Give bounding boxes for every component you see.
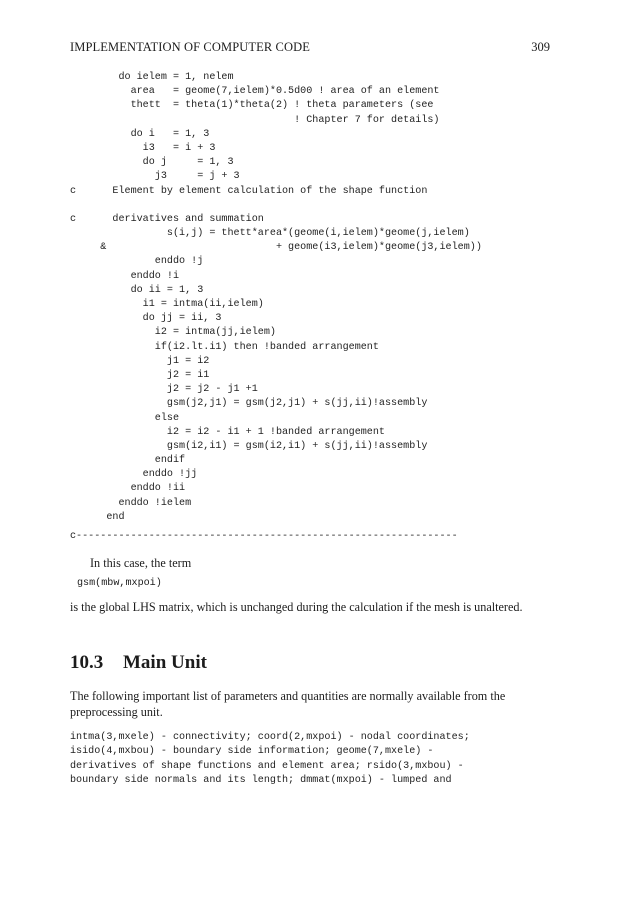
code-line: gsm(i2,i1) = gsm(i2,i1) + s(jj,ii)!assembly: [70, 440, 428, 452]
parameter-listing: [70, 731, 470, 788]
code-line: j2 = j2 - j1 +1: [70, 384, 258, 396]
code-line: endif: [70, 455, 186, 467]
lhs-matrix-sentence: is the global LHS matrix, which is unchanged during the calculation if the mesh is unaltered.: [70, 600, 523, 614]
code-line: else: [70, 412, 180, 424]
inline-code-term: gsm(mbw,mxpoi): [77, 578, 162, 589]
code-line: i1 = intma(ii,ielem): [70, 299, 264, 310]
code-line: i2 = intma(jj,ielem): [70, 327, 276, 339]
code-line: enddo !ielem: [70, 497, 192, 509]
running-title: IMPLEMENTATION OF COMPUTER CODE: [70, 40, 310, 54]
code-line: enddo !j: [70, 256, 204, 268]
code-line: area = geome(7,ielem)*0.5d00 ! area of an element: [70, 86, 440, 98]
parameter-line: boundary side normals and its length; dmmat(mxpoi) - lumped and: [70, 774, 452, 786]
code-line: j3 = j + 3: [70, 171, 240, 183]
code-line: if(i2.lt.i1) then !banded arrangement: [70, 341, 379, 353]
code-separator-line: c---------------------------------------------------------------: [70, 531, 458, 542]
code-line: do ii = 1, 3: [70, 284, 204, 296]
code-line: do i = 1, 3: [70, 128, 210, 140]
section-paragraph: The following important list of parameters and quantities are normally available from the preprocessing unit.: [70, 689, 506, 719]
section-title: Main Unit: [123, 652, 207, 673]
parameter-line: derivatives of shape functions and element area; rsido(3,mxbou) -: [70, 760, 464, 772]
code-line: thett = theta(1)*theta(2) ! theta parameters (see: [70, 100, 434, 112]
parameter-line: intma(3,mxele) - connectivity; coord(2,mxpoi) - nodal coordinates;: [70, 732, 470, 743]
code-line: j2 = i1: [70, 369, 210, 381]
code-line: & + geome(i3,ielem)*geome(j3,ielem)): [70, 242, 482, 254]
fortran-code-listing: [70, 71, 482, 525]
code-line: do jj = ii, 3: [70, 313, 222, 325]
code-line: c Element by element calculation of the shape function: [70, 185, 428, 197]
code-line: gsm(j2,j1) = gsm(j2,j1) + s(jj,ii)!assembly: [70, 398, 428, 410]
code-line: i2 = i2 - i1 + 1 !banded arrangement: [70, 426, 385, 438]
code-line: enddo !i: [70, 270, 180, 282]
intro-sentence: In this case, the term: [90, 556, 192, 570]
section-heading: [70, 652, 207, 674]
code-line: enddo !jj: [70, 469, 198, 481]
code-line: enddo !ii: [70, 483, 186, 495]
code-line: i3 = i + 3: [70, 142, 216, 154]
code-line: do j = 1, 3: [70, 157, 234, 169]
code-line: c derivatives and summation: [70, 213, 264, 225]
section-number: 10.3: [70, 652, 104, 673]
parameter-line: isido(4,mxbou) - boundary side information; geome(7,mxele) -: [70, 746, 434, 758]
code-line: s(i,j) = thett*area*(geome(i,ielem)*geome(j,ielem): [70, 228, 470, 240]
code-line: end: [70, 511, 125, 523]
code-line: ! Chapter 7 for details): [70, 114, 440, 126]
code-line: j1 = i2: [70, 355, 210, 367]
running-header: [70, 40, 550, 56]
code-line: do ielem = 1, nelem: [70, 72, 234, 83]
page-number: 309: [531, 40, 550, 54]
code-line: [70, 199, 482, 213]
